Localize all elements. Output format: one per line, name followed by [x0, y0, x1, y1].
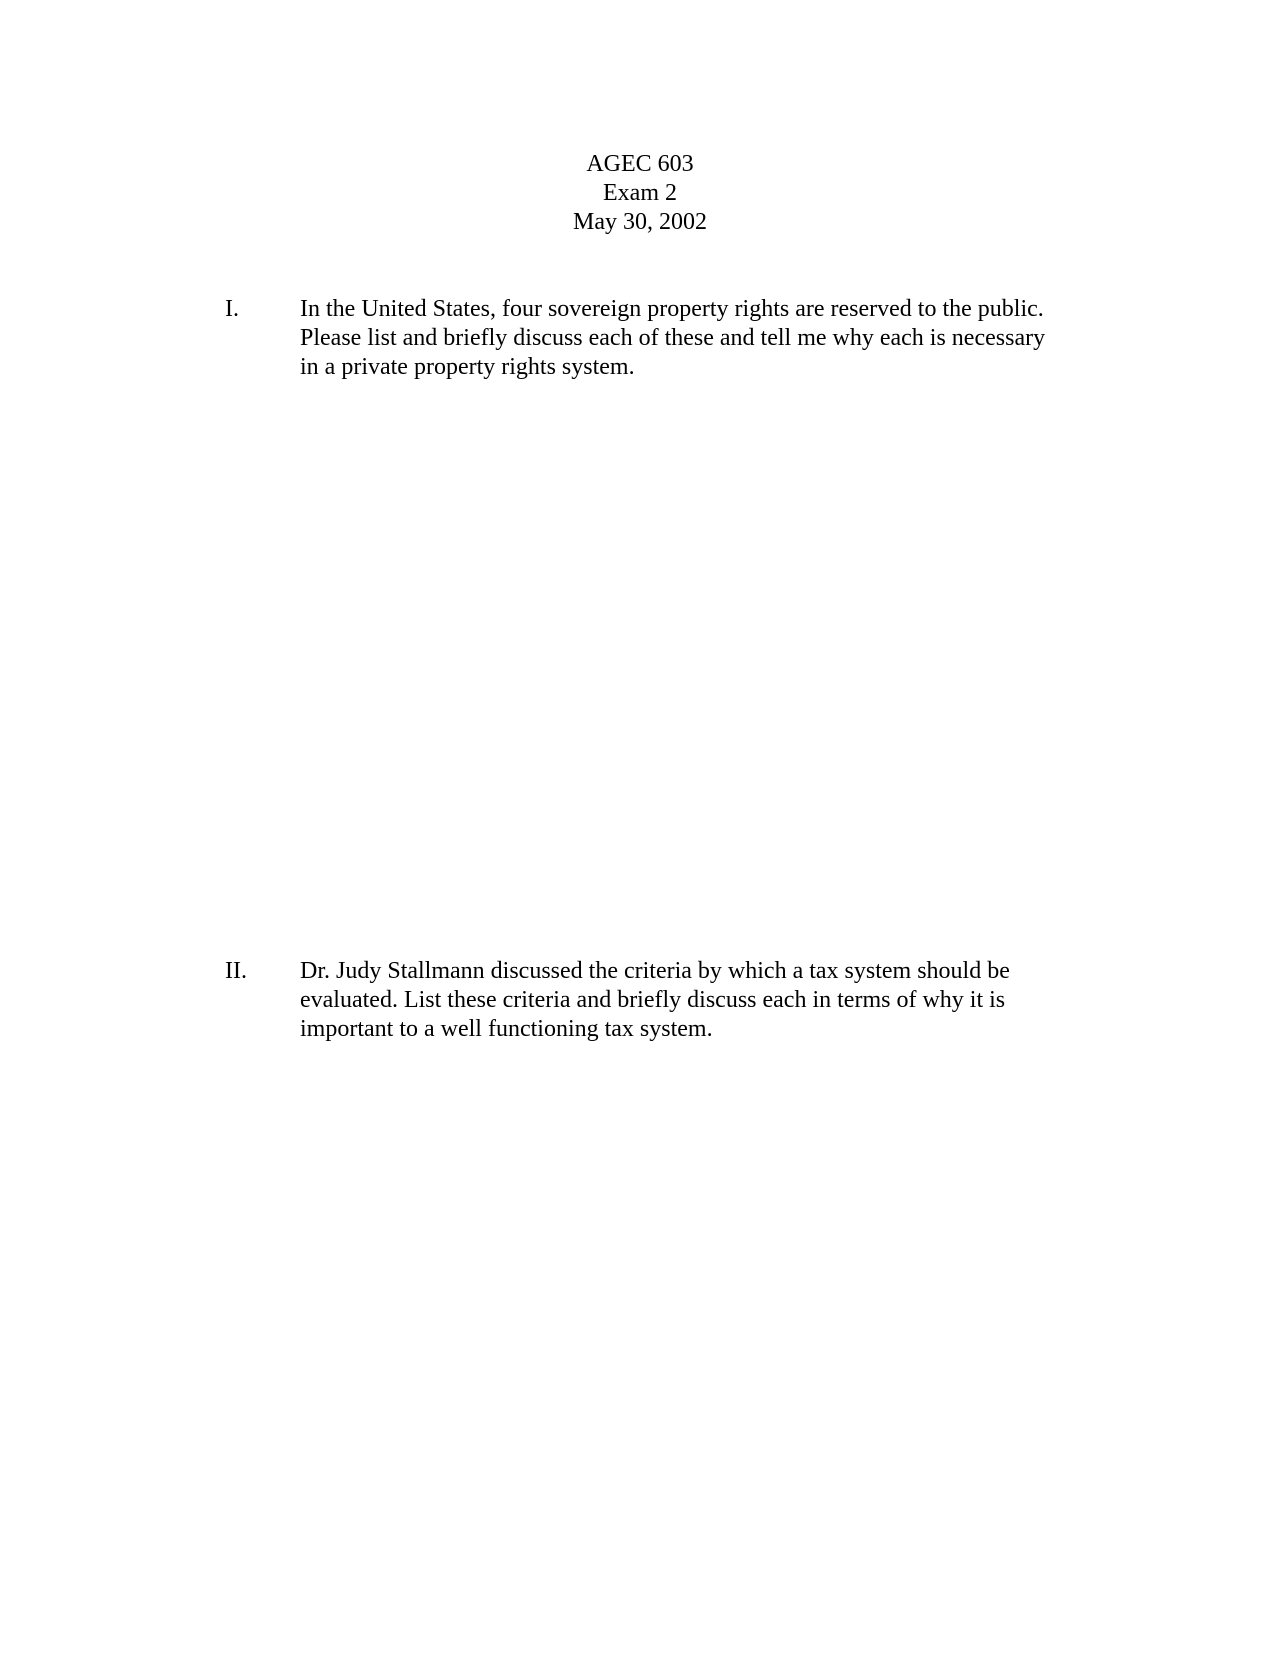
course-title: AGEC 603 — [586, 151, 694, 177]
question-number: II. — [225, 958, 247, 984]
exam-date: May 30, 2002 — [573, 209, 707, 235]
question-text: In the United States, four sovereign property rights are reserved to the public. Please list and briefly discuss each of these and tell me why each is necessary in a private property rights system. — [300, 296, 1046, 380]
question-text: Dr. Judy Stallmann discussed the criteria by which a tax system should be evaluated. List these criteria and briefly discuss each in terms of why it is important to a well functioning tax system. — [300, 958, 1010, 1042]
exam-header — [0, 150, 1280, 237]
exam-title: Exam 2 — [603, 180, 677, 206]
question-number: I. — [225, 296, 239, 322]
